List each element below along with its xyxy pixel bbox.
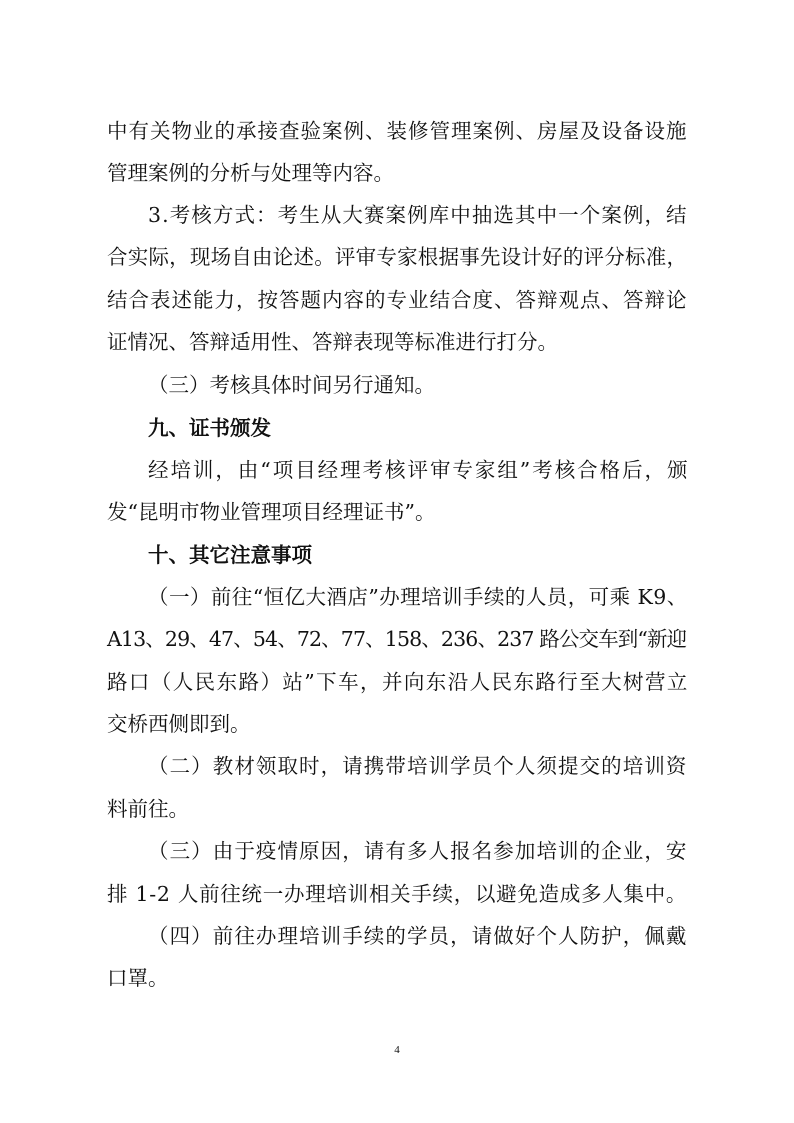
body-line: 发“昆明市物业管理项目经理证书”。 xyxy=(107,500,436,524)
body-line: 3.考核方式：考生从大赛案例库中抽选其中一个案例，结 xyxy=(148,203,688,227)
body-line: 结合表述能力，按答题内容的专业结合度、答辩观点、答辩论 xyxy=(107,288,688,312)
body-line: 证情况、答辩适用性、答辩表现等标准进行打分。 xyxy=(107,330,558,354)
body-line: 中有关物业的承接查验案例、装修管理案例、房屋及设备设施 xyxy=(107,119,688,143)
body-line: 料前往。 xyxy=(107,797,189,821)
body-line: （三）由于疫情原因，请有多人报名参加培训的企业，安 xyxy=(148,839,688,863)
body-line: 口罩。 xyxy=(107,966,169,990)
body-line: （二）教材领取时，请携带培训学员个人须提交的培训资 xyxy=(148,754,688,778)
body-line: （四）前往办理培训手续的学员，请做好个人防护，佩戴 xyxy=(148,924,688,948)
body-line: 路口（人民东路）站”下车，并向东沿人民东路行至大树营立 xyxy=(107,670,689,694)
body-line: （三）考核具体时间另行通知。 xyxy=(148,373,435,397)
body-line: 管理案例的分析与处理等内容。 xyxy=(107,161,394,185)
body-line: 经培训，由“项目经理考核评审专家组”考核合格后，颁 xyxy=(148,458,690,482)
body-line: 合实际，现场自由论述。评审专家根据事先设计好的评分标准， xyxy=(107,245,688,269)
section-heading-notes: 十、其它注意事项 xyxy=(148,543,312,567)
body-line: 排 1-2 人前往统一办理培训相关手续，以避免造成多人集中。 xyxy=(107,882,688,906)
body-line: （一）前往“恒亿大酒店”办理培训手续的人员，可乘 K9、 xyxy=(148,585,688,609)
section-heading-certificate: 九、证书颁发 xyxy=(148,416,271,440)
page-number: 4 xyxy=(394,1044,400,1056)
body-line: 交桥西侧即到。 xyxy=(107,712,251,736)
body-line: A13、29、47、54、72、77、158、236、237 路公交车到“新迎 xyxy=(107,627,687,651)
